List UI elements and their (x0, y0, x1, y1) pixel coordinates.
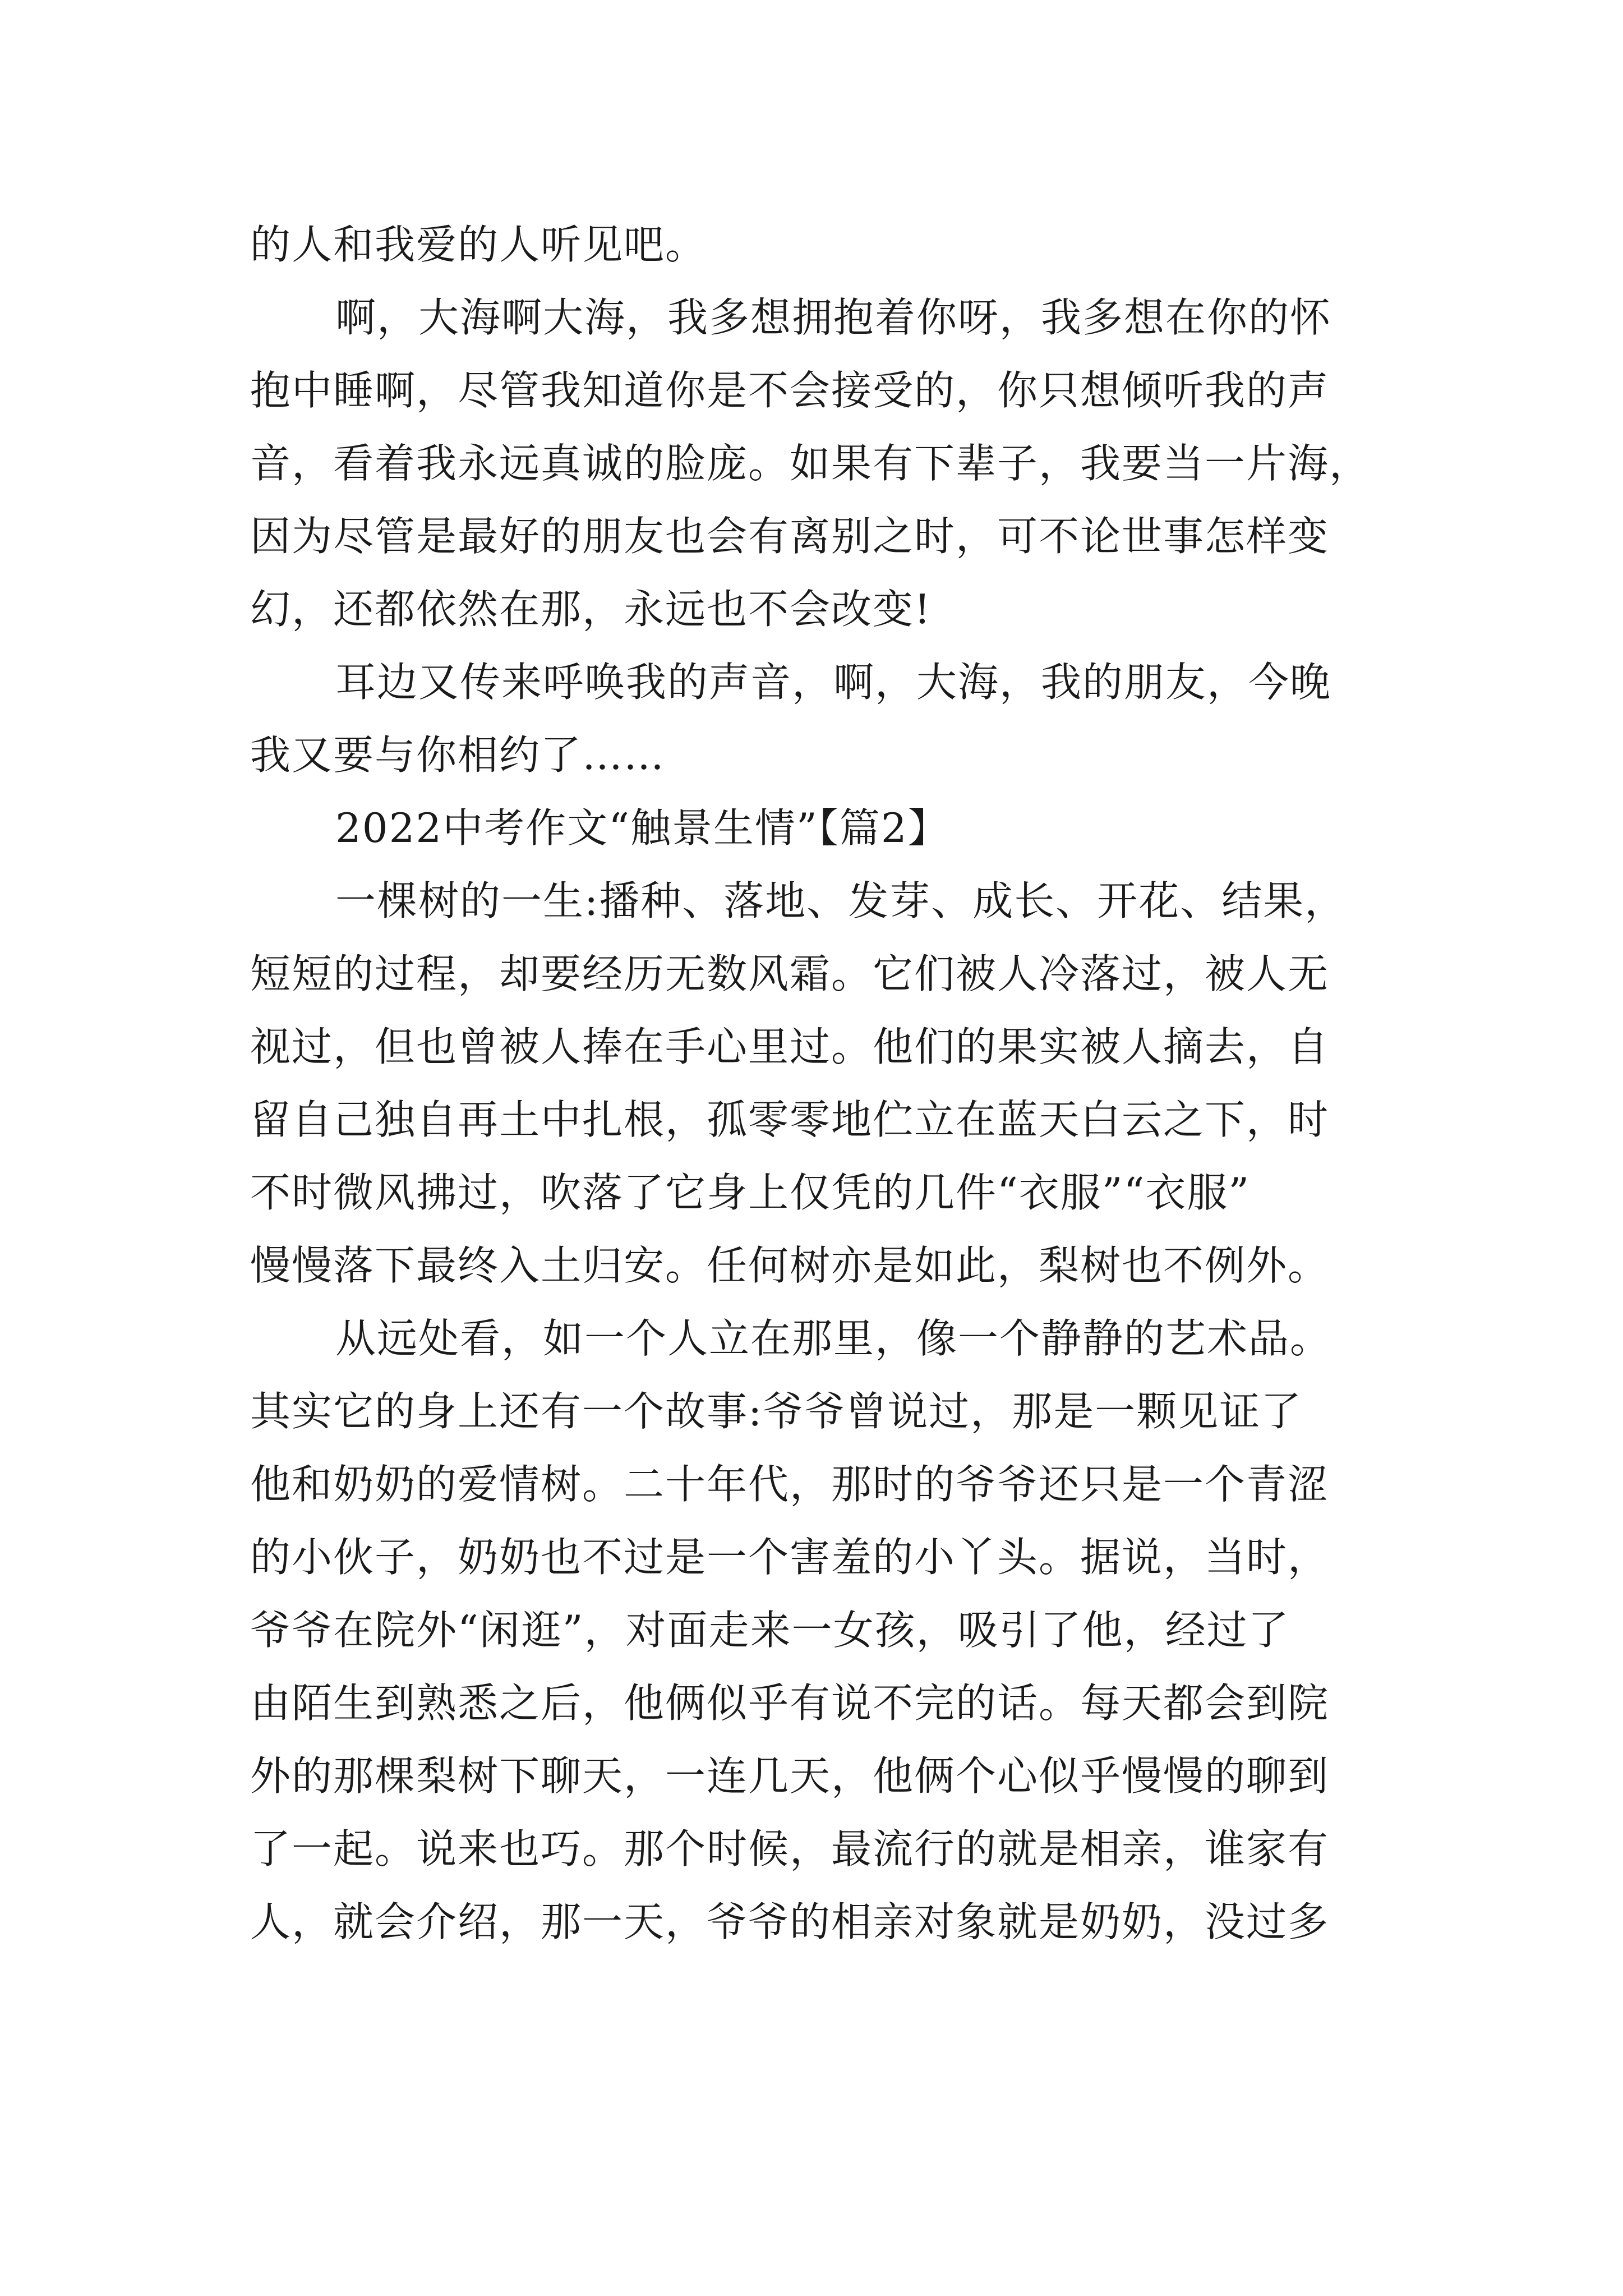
text-line: 外的那棵梨树下聊天，一连几天，他俩个心似乎慢慢的聊到 (250, 1752, 1330, 1800)
text-line: 爷爷在院外“闲逛”，对面走来一女孩，吸引了他，经过了 (250, 1607, 1290, 1654)
paragraph-line: 一棵树的一生:播种、落地、发芽、成长、开花、结果， (335, 877, 1347, 924)
text-line: 了一起。说来也巧。那个时候，最流行的就是相亲，谁家有 (250, 1825, 1330, 1872)
section-heading: 2022中考作文“触景生情”【篇2】 (335, 804, 949, 852)
paragraph-line: 从远处看，如一个人立在那里，像一个静静的艺术品。 (335, 1315, 1332, 1362)
text-line: 的人和我爱的人听见吧。 (250, 221, 707, 268)
text-line: 音，看着我永远真诚的脸庞。如果有下辈子，我要当一片海， (250, 440, 1371, 487)
text-line: 抱中睡啊，尽管我知道你是不会接受的，你只想倾听我的声 (250, 367, 1330, 414)
text-line: 幻，还都依然在那，永远也不会改变! (250, 586, 932, 633)
text-line: 不时微风拂过，吹落了它身上仅凭的几件“衣服”“衣服” (250, 1169, 1251, 1216)
text-line: 其实它的身上还有一个故事:爷爷曾说过，那是一颗见证了 (250, 1388, 1303, 1435)
text-line: 慢慢落下最终入土归安。任何树亦是如此，梨树也不例外。 (250, 1242, 1330, 1289)
text-line: 因为尽管是最好的朋友也会有离别之时，可不论世事怎样变 (250, 513, 1330, 560)
text-line: 留自己独自再土中扎根，孤零零地伫立在蓝天白云之下，时 (250, 1096, 1330, 1143)
text-line: 视过，但也曾被人捧在手心里过。他们的果实被人摘去，自 (250, 1023, 1330, 1070)
paragraph-line: 耳边又传来呼唤我的声音，啊，大海，我的朋友，今晚 (335, 659, 1332, 706)
text-line: 人，就会介绍，那一天，爷爷的相亲对象就是奶奶，没过多 (250, 1898, 1330, 1945)
text-line: 短短的过程，却要经历无数风霜。它们被人冷落过，被人无 (250, 950, 1330, 997)
text-line: 的小伙子，奶奶也不过是一个害羞的小丫头。据说，当时， (250, 1534, 1330, 1581)
text-line: 我又要与你相约了…… (250, 731, 666, 779)
text-line: 他和奶奶的爱情树。二十年代，那时的爷爷还只是一个青涩 (250, 1461, 1330, 1508)
text-line: 由陌生到熟悉之后，他俩似乎有说不完的话。每天都会到院 (250, 1680, 1330, 1727)
paragraph-line: 啊，大海啊大海，我多想拥抱着你呀，我多想在你的怀 (335, 294, 1332, 341)
